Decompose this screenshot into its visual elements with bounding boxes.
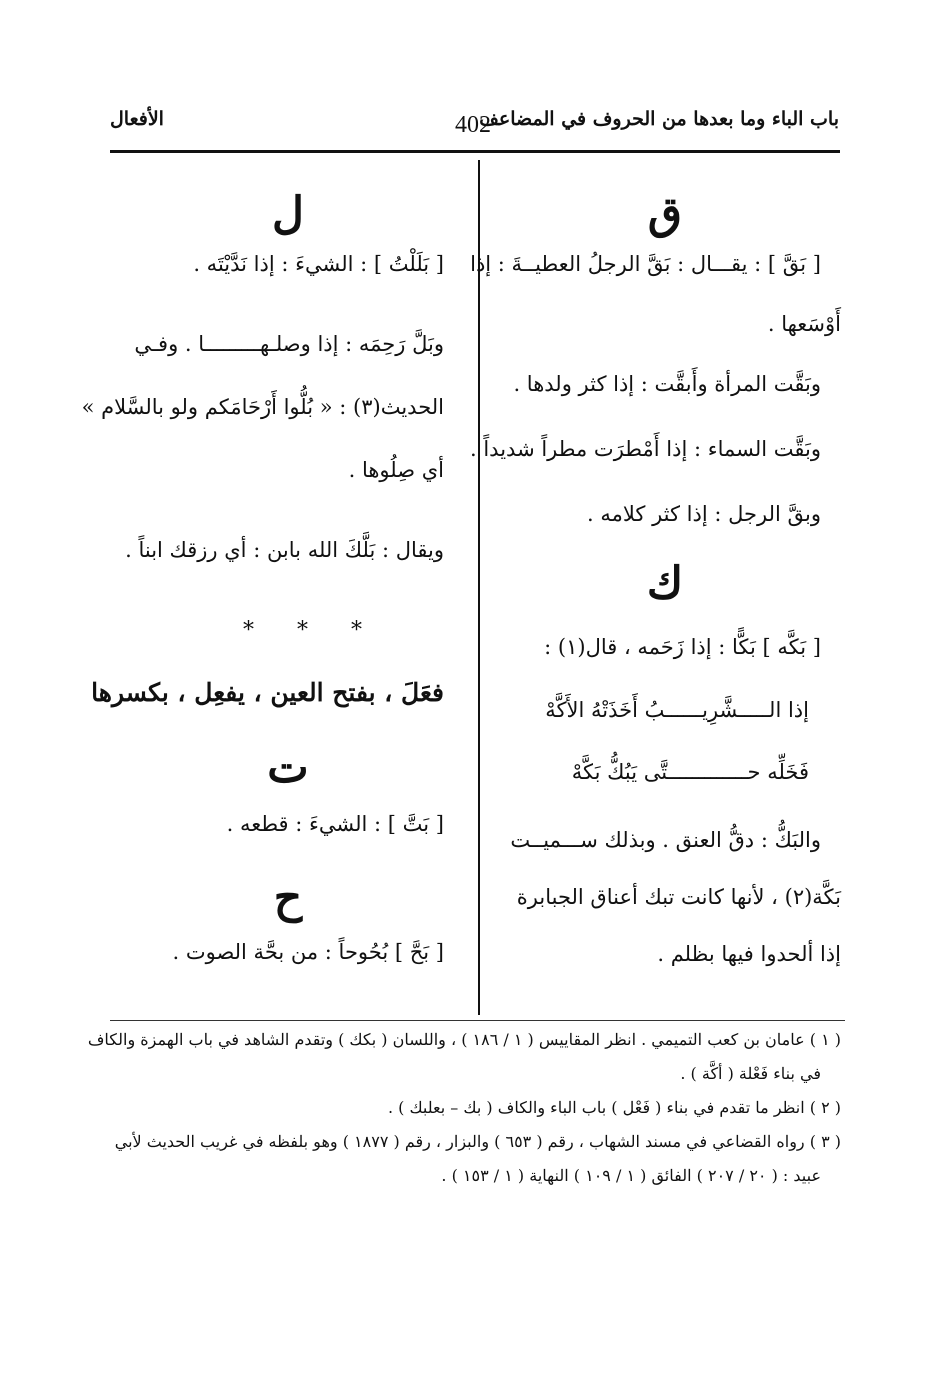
entry-ball-rahim-line2: الحديث(٣) : « بُلُّوا أَرْحَامَكم ولو بالسَّلام » [81, 395, 444, 419]
footnote-2: ( ٢ ) انظر ما تقدم في بناء ( فَعْل ) باب الباء والكاف ( بك – بعلبك ) . [387, 1098, 841, 1117]
entry-baqq-man: وبقَّ الرجل : إذا كثر كلامه . [587, 502, 821, 526]
entry-ball-rahim-line3: أي صِلُوها . [348, 458, 444, 482]
entry-baqq-line2: أَوْسَعها . [767, 312, 841, 336]
entry-bakk-line2: بَكَّة(٢) ، لأنها كانت تبك أعناق الجبابرة [516, 885, 841, 909]
running-header-section: الأفعال [110, 108, 164, 130]
footnote-rule [110, 1020, 845, 1021]
entry-baqqat-woman: وبَقَّت المرأة وأَبقَّت : إذا كثر ولدها . [513, 372, 821, 396]
letter-heading-kaf: ك [646, 558, 684, 609]
entry-batt: [ بَتَّ ] : الشيءَ : قطعه . [226, 812, 444, 836]
footnote-1-line1: ( ١ ) عامان بن كعب التميمي . انظر المقاييس ( ١ / ١٨٦ ) ، واللسان ( بكك ) وتقدم الشاهد في باب الهمزة والكاف [87, 1030, 841, 1049]
entry-baqq-line1: [ بَقَّ ] : يقـــال : بَقَّ الرجلُ العطيــةَ : إذا [470, 252, 821, 276]
entry-baqqat-sky: وبَقَّت السماء : إذا أَمْطرَت مطراً شديداً . [470, 437, 821, 461]
footnote-1-line2: في بناء فَعْلة ( أكَّة ) . [680, 1064, 821, 1083]
letter-heading-qaf: ق [647, 188, 683, 239]
letter-heading-ha: ح [273, 872, 303, 923]
page-number: 402 [455, 112, 491, 138]
entry-ball-rahim-line1: وبَلَّ رَحِمَه : إذا وصلـهـــــــــا . وفـي [134, 332, 444, 356]
letter-heading-ta: ت [267, 742, 309, 793]
footnote-3-line1: ( ٣ ) رواه القضاعي في مسند الشهاب ، رقم ( ٦٥٣ ) والبزار ، رقم ( ١٨٧٧ ) وهو بلفظه في غريب الحديث لأبي [114, 1132, 841, 1151]
entry-bakk-line3: إذا ألحدوا فيها بظلم . [657, 942, 841, 966]
header-rule [110, 150, 840, 153]
verse-line2: فَخَلِّه حـــــــــــــتَّى يَبُكُّ بَكَّهْ [571, 760, 809, 784]
entry-bakk-line1: والبَكُّ : دقُّ العنق . وبذلك ســـميــت [510, 828, 821, 852]
entry-bakkah: [ بَكَّه ] بَكًّا : إذا زَحَمه ، قال(١) : [544, 635, 821, 659]
entry-ballak: ويقال : بَلَّكَ الله بابن : أي رزقك ابناً . [125, 538, 444, 562]
column-divider [478, 160, 480, 1015]
section-separator-stars: * * * [243, 618, 380, 643]
letter-heading-lam: ل [272, 188, 304, 239]
footnote-3-line2: عبيد : ( ٢٠ / ٢٠٧ ) الفائق ( ١ / ١٠٩ ) النهاية ( ١ / ١٥٣ ) . [441, 1166, 821, 1185]
verse-line1: إذا الـــــشَّرِيــــــبُ أَخَذَتْهُ الأَكَّهْ [545, 698, 809, 722]
section-title-faala: فعَلَ ، بفتح العين ، يفعِل ، بكسرها [91, 678, 444, 707]
entry-balaltu: [ بَلَلْتُ ] : الشيءَ : إذا نَدَّيْتَه . [193, 252, 444, 276]
running-header-chapter: باب الباء وما بعدها من الحروف في المضاعف [479, 108, 839, 130]
entry-bahh: [ بَحَّ ] بُحُوحاً : من بحَّة الصوت . [172, 940, 444, 964]
